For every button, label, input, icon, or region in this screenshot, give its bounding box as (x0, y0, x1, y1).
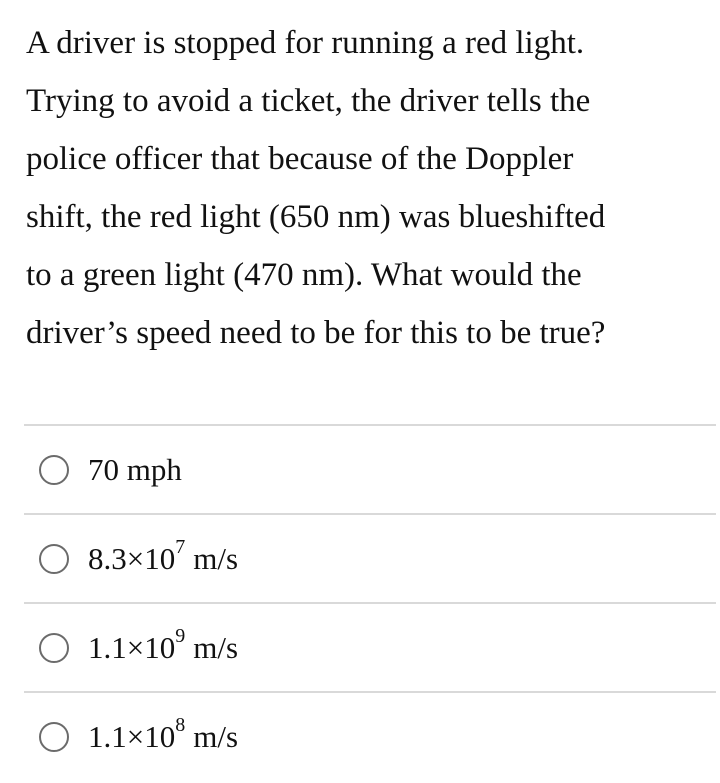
times-sign: × (126, 540, 145, 576)
question-line: police officer that because of the Doppler (26, 141, 574, 177)
times-sign: × (126, 718, 145, 754)
option-value: 70 mph (88, 451, 182, 487)
radio-button[interactable] (39, 544, 69, 574)
option-70-mph[interactable] (24, 426, 716, 513)
unit: m/s (193, 629, 239, 665)
question-line: to a green light (470 nm). What would the (26, 257, 582, 293)
unit: m/s (193, 718, 239, 754)
option-label (88, 714, 239, 757)
answer-options (24, 424, 716, 780)
question-line: Trying to avoid a ticket, the driver tells the (26, 83, 591, 119)
mantissa: 8.3 (88, 540, 127, 576)
mantissa: 1.1 (88, 718, 127, 754)
unit: m/s (193, 540, 239, 576)
base: 10 (144, 540, 176, 576)
option-label (88, 536, 239, 579)
times-sign: × (126, 629, 145, 665)
mantissa: 1.1 (88, 629, 127, 665)
question-line: shift, the red light (650 nm) was blueshifted (26, 199, 606, 235)
option-8-3e7-ms[interactable] (24, 515, 716, 602)
radio-button[interactable] (39, 633, 69, 663)
radio-button[interactable] (39, 722, 69, 752)
option-1-1e9-ms[interactable] (24, 604, 716, 691)
option-1-1e8-ms[interactable] (24, 693, 716, 780)
exponent: 9 (175, 625, 186, 648)
base: 10 (144, 718, 176, 754)
exponent: 8 (175, 714, 186, 737)
radio-button[interactable] (39, 455, 69, 485)
question-text (26, 14, 716, 362)
question-line: driver’s speed need to be for this to be true? (26, 315, 606, 351)
option-label (88, 625, 239, 668)
exponent: 7 (175, 536, 186, 559)
option-label (88, 450, 182, 490)
base: 10 (144, 629, 176, 665)
question-line: A driver is stopped for running a red light. (26, 25, 585, 61)
